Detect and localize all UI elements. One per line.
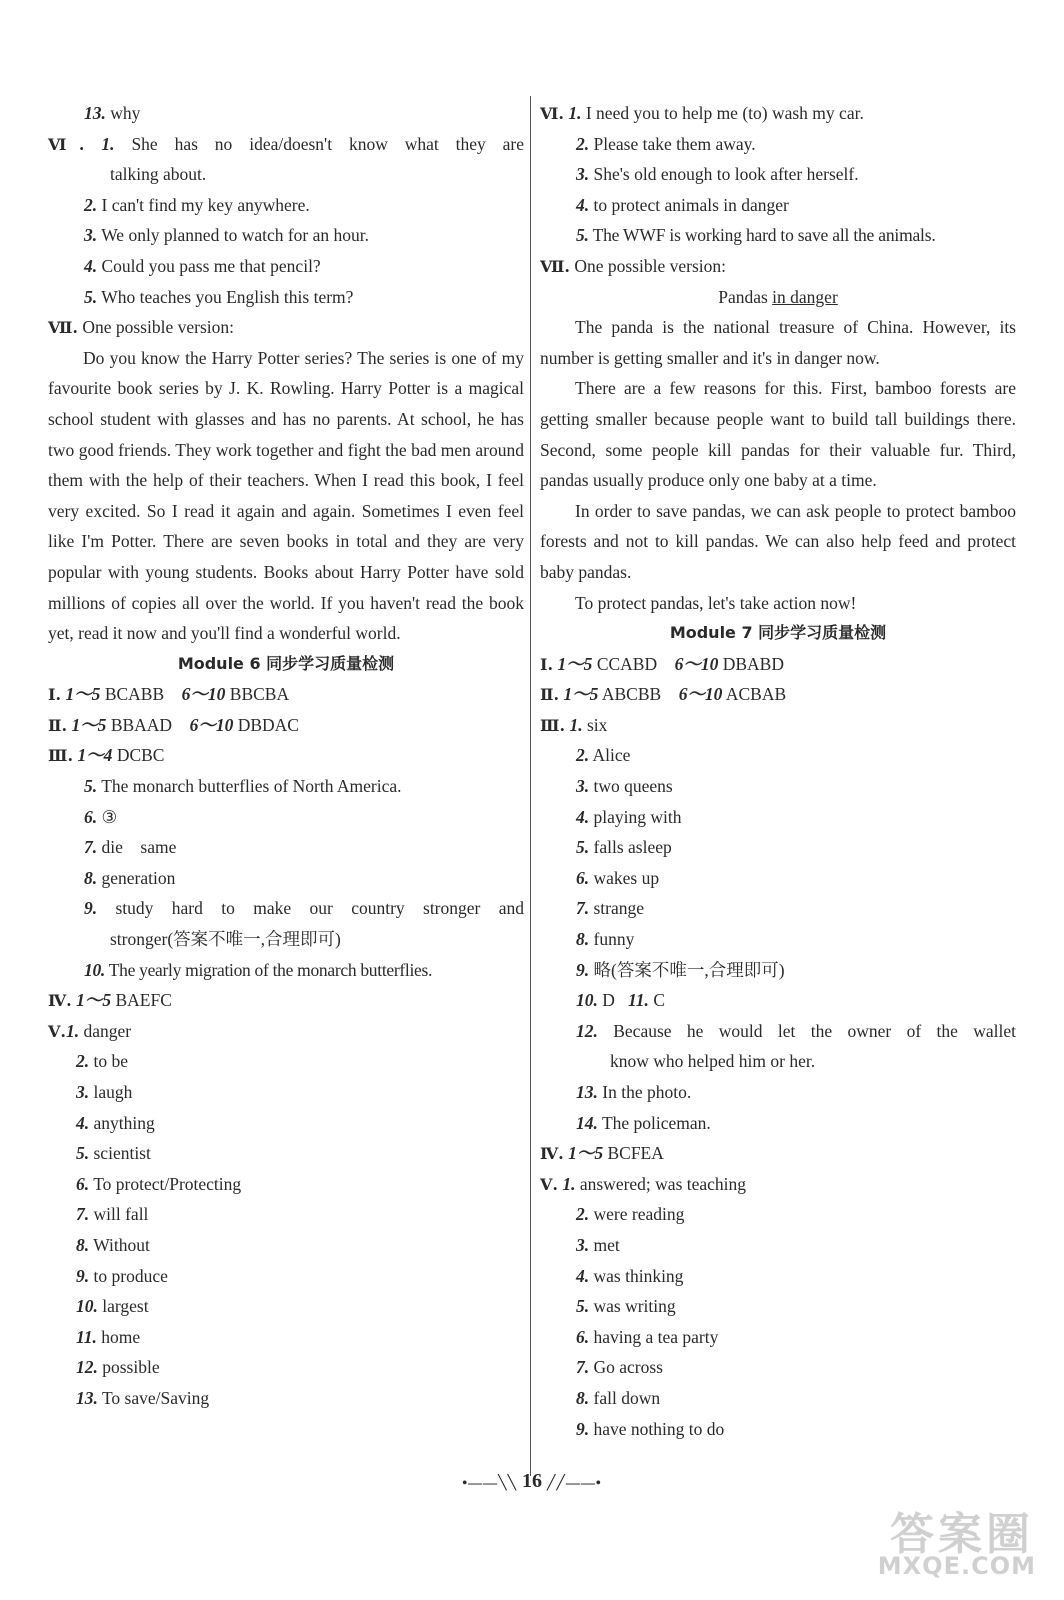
answer-line: Ⅱ. 1～5 BBAAD 6～10 DBDAC [48,714,299,735]
answer-line: 7. will fall [76,1204,149,1225]
answer-line: 12. possible [76,1357,160,1378]
answer-line: 2. Alice [576,745,631,766]
left-column [48,98,524,1414]
essay-pandas: The panda is the national treasure of China. However, its number is getting smaller and it's in danger now. There are a few reasons for this. First, bamboo forests are getting smaller because people want to build tall buildings there. Second, some people kill pandas for their valuable fur. Third, pandas usually produce only one baby at a time. In order to save pandas, we can ask people to protect bamboo forests and not to kill pandas. We can also help feed and protect baby pandas. To protect pandas, let's take action now! [540,317,1016,613]
answer-line: 5. The WWF is working hard to save all the animals. [576,225,936,246]
answer-line: 8. generation [84,867,176,888]
answer-line: 4. anything [76,1112,155,1133]
answer-line: Ⅰ. 1～5 CCABD 6～10 DBABD [540,653,784,674]
answer-line: 2. I can't find my key anywhere. [84,194,310,215]
answer-line: 4. playing with [576,806,682,827]
answer-line: 3. We only planned to watch for an hour. [84,225,370,246]
answer-line-continued: know who helped him or her. [610,1051,816,1072]
column-divider [530,96,531,1476]
watermark-text: 答案圈 [890,1509,1034,1560]
answer-line: 7. strange [576,898,645,919]
answer-line: 5. The monarch butterflies of North America. [84,776,402,797]
essay-harry-potter: Do you know the Harry Potter series? The series is one of my favourite book series by J. K. Rowling. Harry Potter is a magical school student with glasses and has no parents. At school, he has two good friends. They work together and fight the bad men around them with the help of their teachers. When I read this book, I feel very excited. So I read it again and again. Sometimes I even feel like I'm Potter. There are seven books in total and they are very popular with young students. Books about Harry Potter have sold millions of copies all over the world. If you haven't read the book yet, read it now and you'll find a wonderful world. [48,347,524,644]
module-7-title: Module 7 同步学习质量检测 [669,623,887,643]
answer-line: 6. ③ [84,806,118,827]
answer-line: 5. Who teaches you English this term? [84,286,354,307]
answer-line: 7. die same [84,837,177,858]
answer-line-continued: stronger(答案不唯一,合理即可) [110,929,341,950]
answer-line: 4. to protect animals in danger [576,194,789,215]
right-column [540,98,1016,1444]
answer-line-continued: talking about. [110,164,207,185]
answer-line: 4. was thinking [576,1265,684,1286]
answer-line: 13. In the photo. [576,1082,692,1102]
answer-line: 9. 略(答案不唯一,合理即可) [576,959,785,980]
essay-title: Pandas in danger [718,286,838,307]
page-footer [0,1470,1064,1493]
essay-intro: Ⅶ. One possible version: [540,255,726,276]
answer-line: 2. were reading [576,1204,685,1225]
essay-intro: Ⅶ. One possible version: [48,317,234,338]
answer-line: Ⅵ. 1. I need you to help me (to) wash my car. [540,103,864,123]
answer-line: 5. falls asleep [576,837,672,858]
answer-line: Ⅳ. 1～5 BCFEA [540,1143,664,1164]
answer-line: 10. D 11. C [576,990,665,1011]
answer-line: 3. She's old enough to look after herself. [576,164,859,185]
answer-line: 11. home [76,1326,141,1347]
footer-ornament-right: ╱╱——• [547,1476,602,1491]
answer-line: 9. study hard to make our country stronger and [84,898,524,919]
answer-line: 9. to produce [76,1265,168,1286]
answer-line: 2. Please take them away. [576,133,756,154]
answer-line: 7. Go across [576,1357,663,1378]
watermark-url: MXQE.COM [877,1552,1036,1580]
answer-line: 10. largest [76,1296,149,1317]
answer-line: 14. The policeman. [576,1112,711,1133]
answer-line: Ⅴ.1. danger [48,1020,132,1041]
answer-line: 13. To save/Saving [76,1387,210,1408]
answer-line: 3. laugh [76,1082,133,1102]
answer-line: 6. having a tea party [576,1326,719,1347]
answer-line: 2. to be [76,1051,129,1072]
answer-line: 4. Could you pass me that pencil? [84,255,321,276]
answer-line: Ⅳ. 1～5 BAEFC [48,990,172,1011]
answer-line: Ⅱ. 1～5 ABCBB 6～10 ACBAB [540,684,787,705]
answer-line: Ⅰ. 1～5 BCABB 6～10 BBCBA [48,684,290,705]
answer-line: 6. To protect/Protecting [76,1173,242,1194]
answer-line: Ⅲ. 1. six [540,714,608,735]
module-6-title: Module 6 同步学习质量检测 [177,653,395,673]
answer-line: Ⅵ. 1. She has no idea/doesn't know what they are [48,133,525,154]
answer-line: 10. The yearly migration of the monarch butterflies. [84,959,433,980]
answer-line: 5. was writing [576,1296,676,1317]
answer-line: Ⅲ. 1～4 DCBC [48,745,165,766]
answer-line: 8. fall down [576,1387,661,1408]
answer-line: 3. met [576,1234,620,1255]
answer-line: 9. have nothing to do [576,1418,725,1439]
answer-line: 13. why [84,103,141,123]
answer-line: 8. Without [76,1234,150,1255]
footer-ornament-left: •——╲╲ [462,1476,517,1491]
answer-line: 3. two queens [576,776,673,797]
watermark-logo [844,1494,1044,1584]
answer-line: 6. wakes up [576,867,660,888]
page-number: 16 [522,1470,542,1492]
answer-line: Ⅴ. 1. answered; was teaching [540,1173,747,1194]
answer-line: 8. funny [576,929,635,950]
answer-line: 12. Because he would let the owner of the wallet [576,1020,1016,1041]
answer-line: 5. scientist [76,1143,151,1164]
